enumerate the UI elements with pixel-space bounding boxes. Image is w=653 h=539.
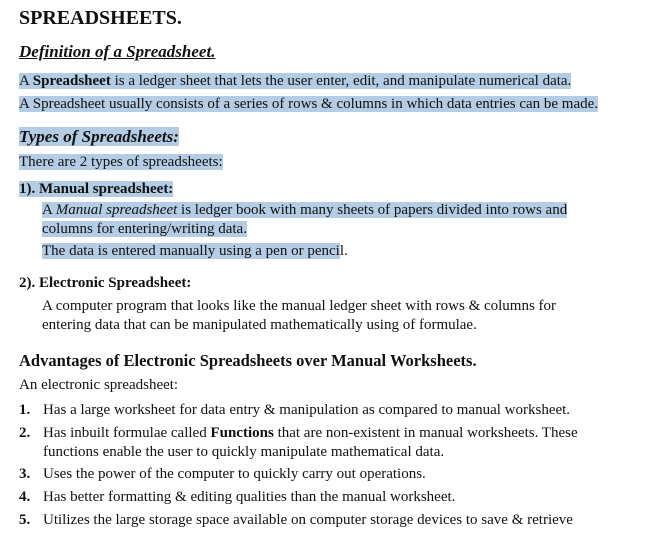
advantage-item-5: 5. Utilizes the large storage space available on computer storage devices to save & retrieve [19,512,573,528]
electronic-line-1: A computer program that looks like the manual ledger sheet with rows & columns for [42,298,557,314]
electronic-spreadsheet-label: 2). Electronic Spreadsheet: [19,275,192,291]
manual-line-2: columns for entering/writing data. [42,221,247,237]
definition-line-1 [19,72,571,91]
advantage-item-4: 4. Has better formatting & editing qualities than the manual worksheet. [19,489,456,505]
definition-line-2: A Spreadsheet usually consists of a series of rows & columns in which data entries can be made. [19,96,599,112]
electronic-line-2: entering data that can be manipulated mathematically using of formulae. [42,317,477,333]
definition-heading: Definition of a Spreadsheet. [19,42,216,61]
manual-spreadsheet-label: 1). Manual spreadsheet: [19,181,174,197]
manual-line-1: A Manual spreadsheet is ledger book with many sheets of papers divided into rows and [42,202,568,218]
advantages-heading: Advantages of Electronic Spreadsheets over Manual Worksheets. [19,351,477,370]
types-heading: Types of Spreadsheets: [19,127,179,146]
advantage-item-1: 1. Has a large worksheet for data entry & manipulation as compared to manual worksheet. [19,402,571,418]
advantage-item-2: 2. Has inbuilt formulae called Functions that are non-existent in manual worksheets. These [19,425,578,441]
page-title: SPREADSHEETS. [19,7,182,29]
definition-line-1-highlight: A Spreadsheet is a ledger sheet that lets the user enter, edit, and manipulate numerical data. [19,73,572,89]
advantage-item-2-continued: functions enable the user to quickly manipulate mathematical data. [43,444,445,460]
manual-line-3: The data is entered manually using a pen or pencil. [42,243,348,259]
types-intro: There are 2 types of spreadsheets: [19,154,223,170]
advantages-intro: An electronic spreadsheet: [19,377,179,393]
advantage-item-3: 3. Uses the power of the computer to quickly carry out operations. [19,466,426,482]
